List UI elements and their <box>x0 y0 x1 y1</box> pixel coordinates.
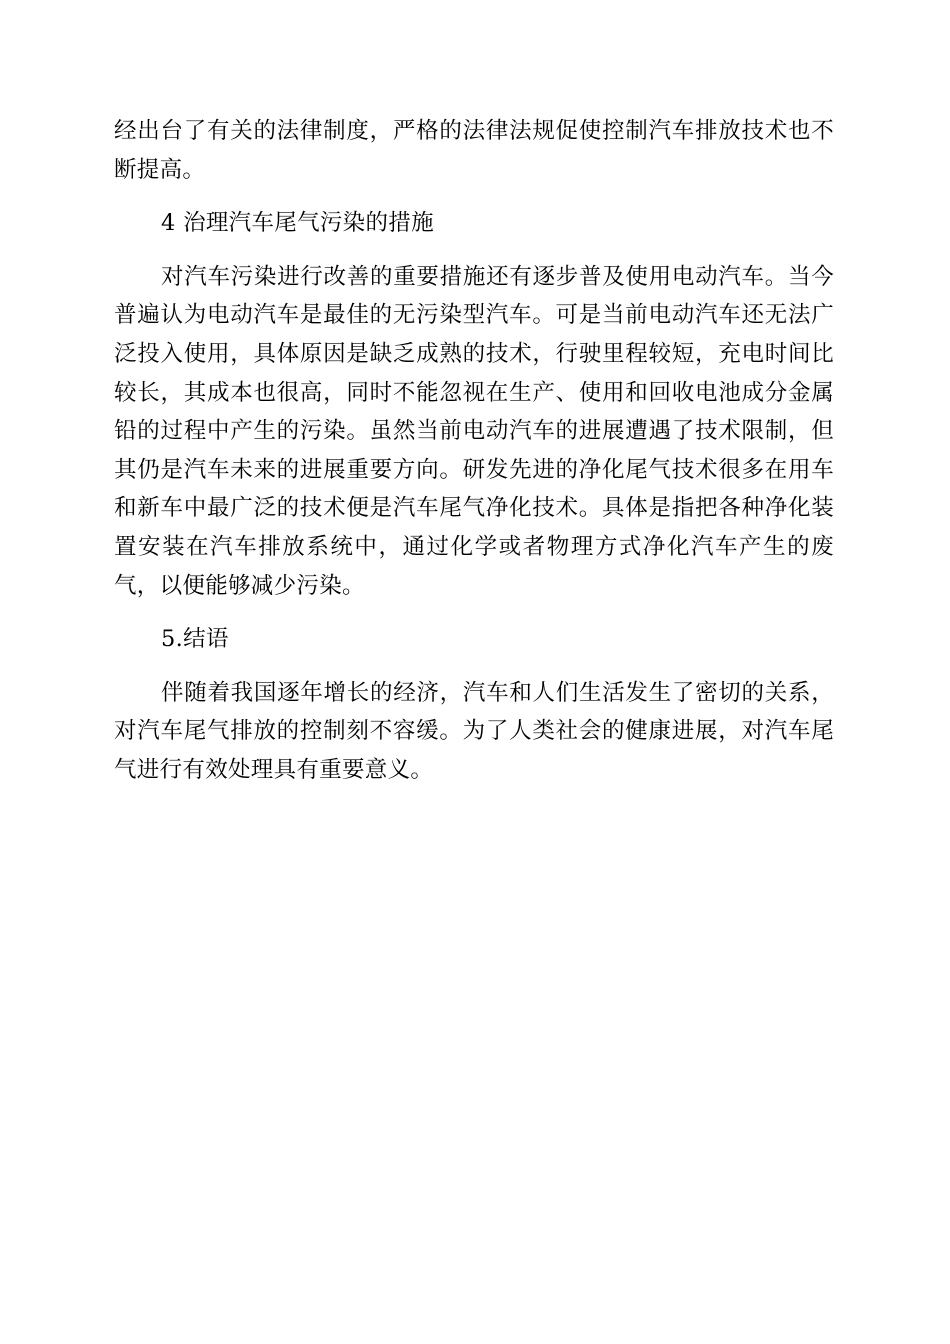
document-page <box>114 112 834 790</box>
continuation-paragraph: 经出台了有关的法律制度，严格的法律法规促使控制汽车排放技术也不断提高。 <box>114 118 834 183</box>
section-4-paragraph: 对汽车污染进行改善的重要措施还有逐步普及使用电动汽车。当今普遍认为电动汽车是最佳的无污染型汽车。可是当前电动汽车还无法广泛投入使用，具体原因是缺乏成熟的技术，行驶里程较短，充电时间比较长，其成本也很高，同时不能忽视在生产、使用和回收电池成分金属铅的过程中产生的污染。虽然当前电动汽车的进展遭遇了技术限制，但其仍是汽车未来的进展重要方向。研发先进的净化尾气技术很多在用车和新车中最广泛的技术便是汽车尾气净化技术。具体是指把各种净化装置安装在汽车排放系统中，通过化学或者物理方式净化汽车产生的废气，以便能够减少污染。 <box>114 263 834 599</box>
section-4-heading: 4 治理汽车尾气污染的措施 <box>161 210 434 237</box>
section-5-heading: 5.结语 <box>161 626 229 653</box>
section-5-paragraph: 伴随着我国逐年增长的经济，汽车和人们生活发生了密切的关系，对汽车尾气排放的控制刻不容缓。为了人类社会的健康进展，对汽车尾气进行有效处理具有重要意义。 <box>114 679 834 783</box>
